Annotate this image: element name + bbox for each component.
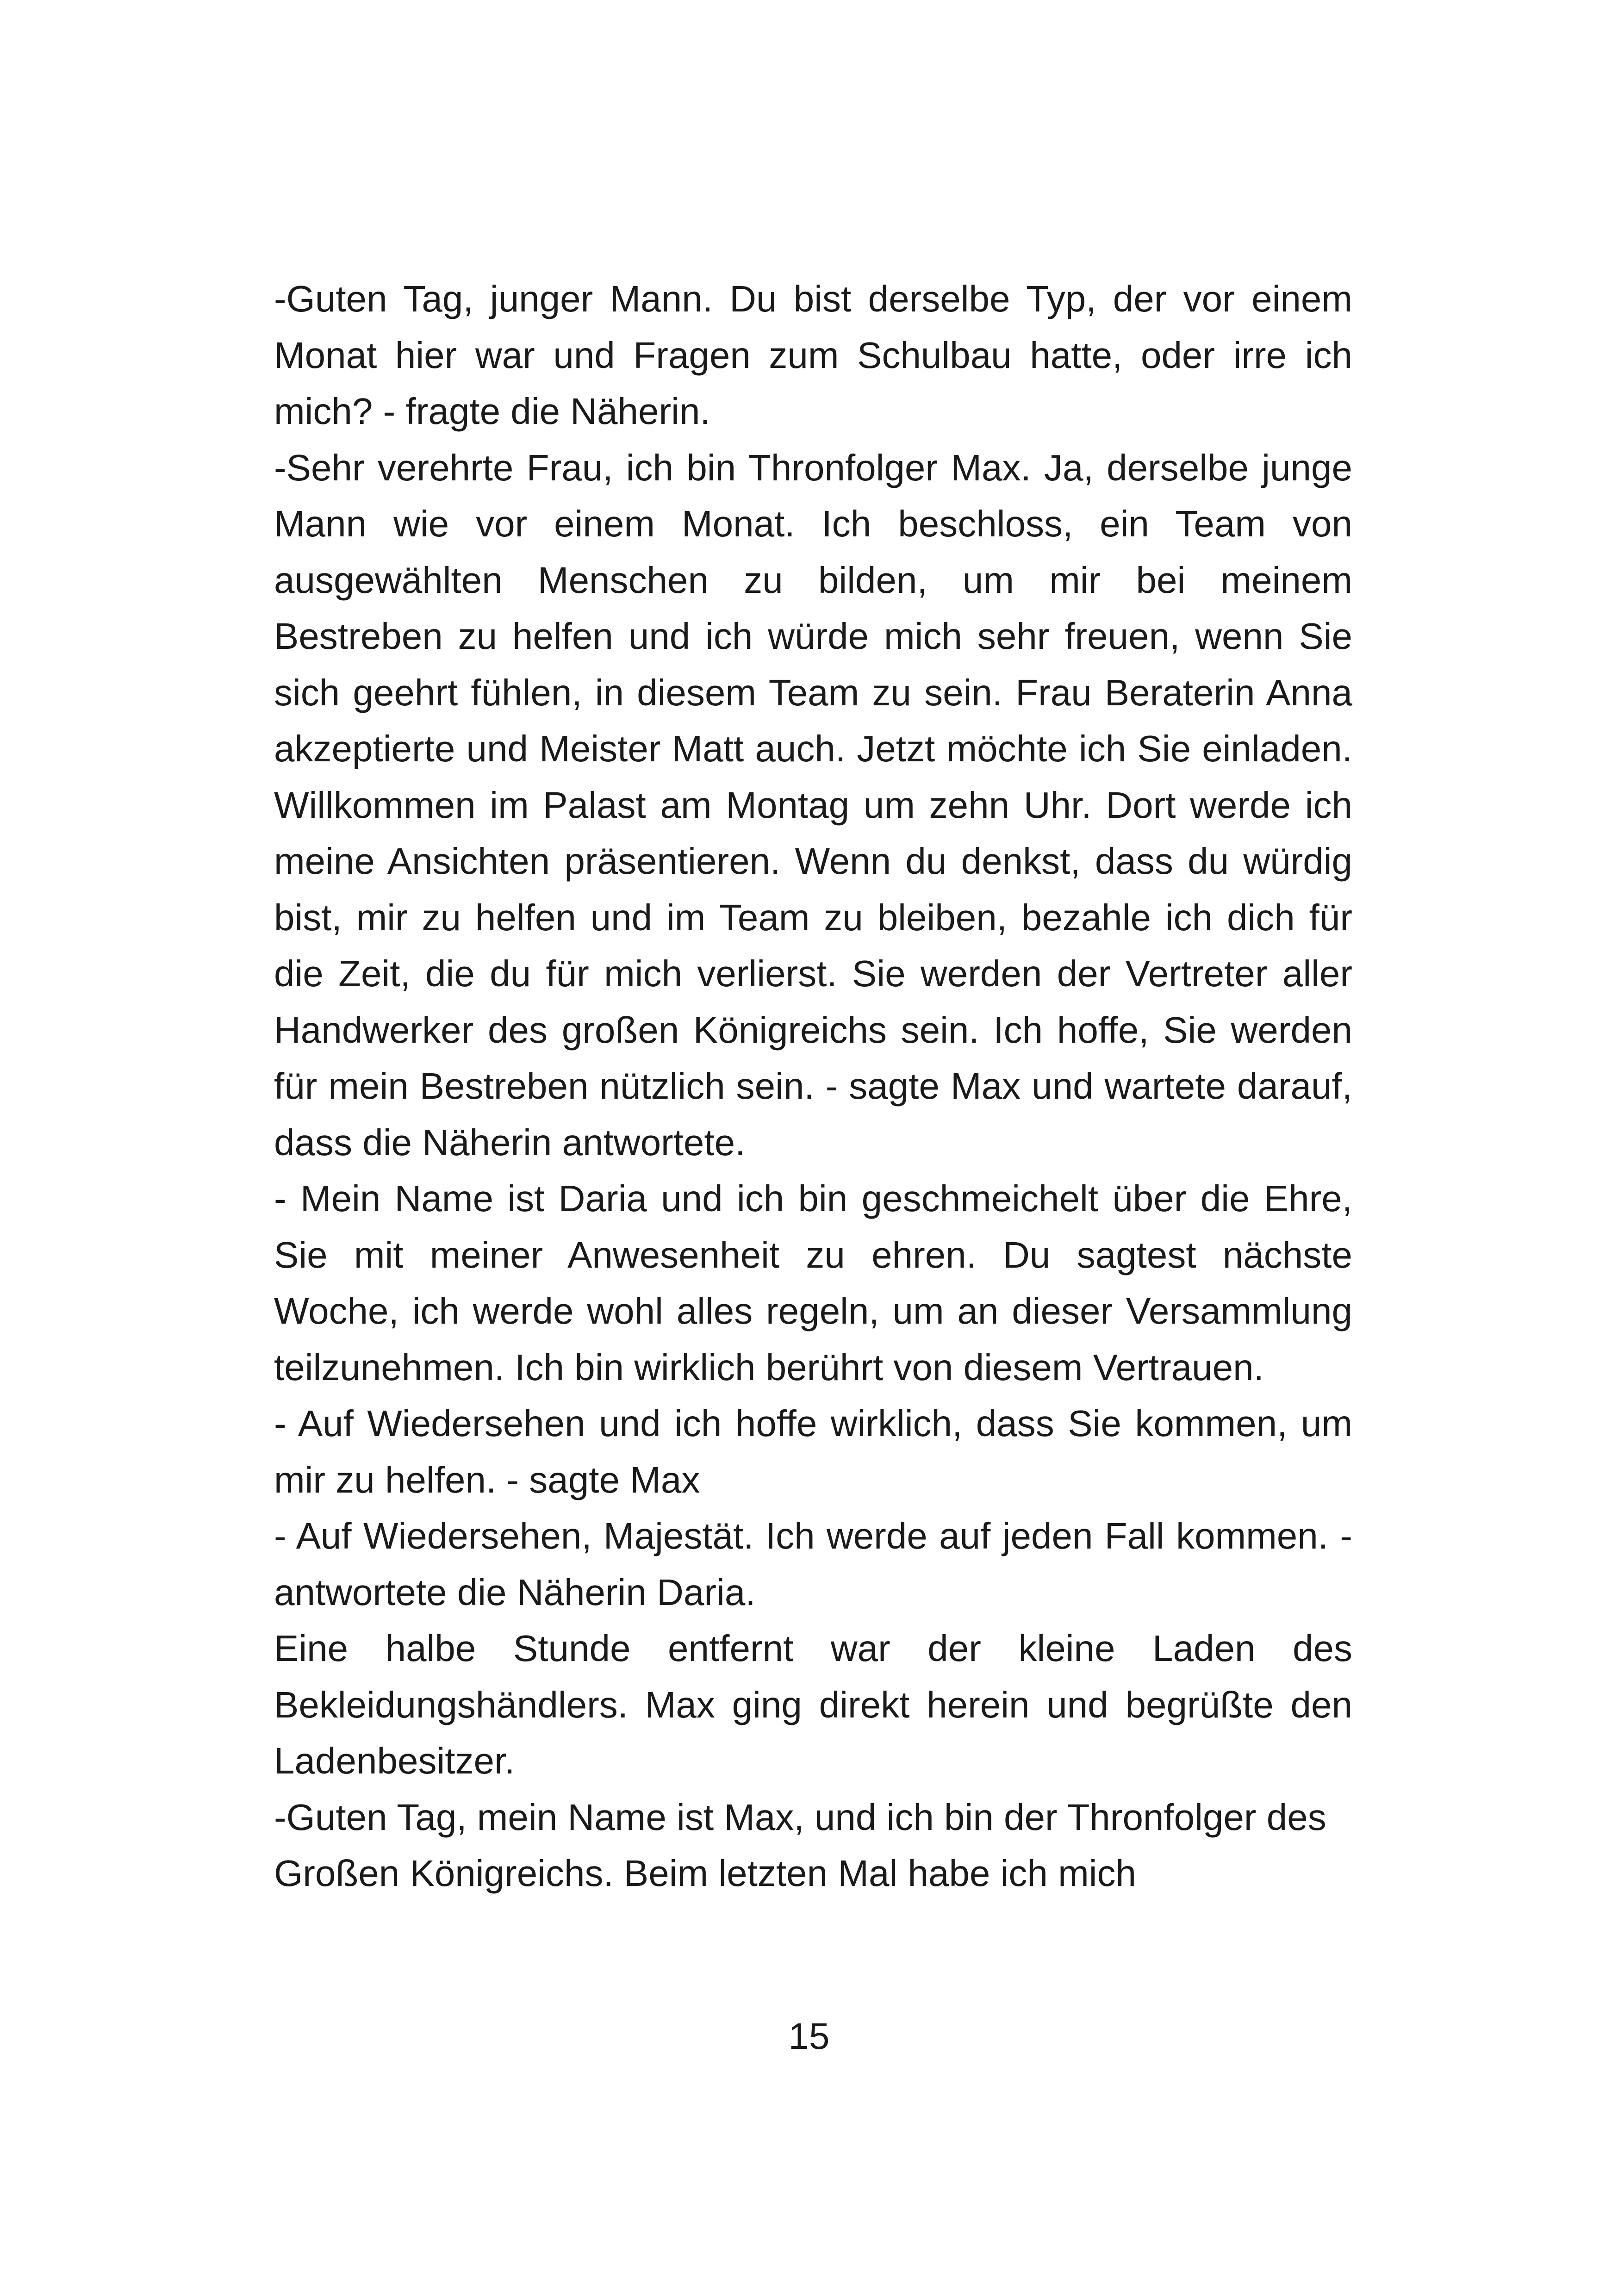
page-number: 15 xyxy=(788,2016,830,2057)
paragraph-5: - Auf Wiedersehen, Majestät. Ich werde auf jeden Fall kommen. - antwortete die Näherin Daria. xyxy=(274,1515,1352,1613)
body-text xyxy=(274,271,1352,1902)
paragraph-3: - Mein Name ist Daria und ich bin geschmeichelt über die Ehre, Sie mit meiner Anwesenheit zu ehren. Du sagtest nächste Woche, ich werde wohl alles regeln, um an dieser Versammlung teilzunehmen. Ich bin wirklich berührt von diesem Vertrauen. xyxy=(274,1178,1352,1388)
paragraph-2: -Sehr verehrte Frau, ich bin Thronfolger Max. Ja, derselbe junge Mann wie vor einem Monat. Ich beschloss, ein Team von ausgewählten Menschen zu bilden, um mir bei meinem Bestreben zu helfen und ich würde mich sehr freuen, wenn Sie sich geehrt fühlen, in diesem Team zu sein. Frau Beraterin Anna akzeptierte und Meister Matt auch. Jetzt möchte ich Sie einladen. Willkommen im Palast am Montag um zehn Uhr. Dort werde ich meine Ansichten präsentieren. Wenn du denkst, dass du würdig bist, mir zu helfen und im Team zu bleiben, bezahle ich dich für die Zeit, die du für mich verlierst. Sie werden der Vertreter aller Handwerker des großen Königreichs sein. Ich hoffe, Sie werden für mein Bestreben nützlich sein. - sagte Max und wartete darauf, dass die Näherin antwortete. xyxy=(274,447,1352,1163)
paragraph-1: -Guten Tag, junger Mann. Du bist derselbe Typ, der vor einem Monat hier war und Fragen zum Schulbau hatte, oder irre ich mich? - fragte die Näherin. xyxy=(274,278,1352,432)
paragraph-7: -Guten Tag, mein Name ist Max, und ich bin der Thronfolger des Großen Königreichs. Beim letzten Mal habe ich mich xyxy=(274,1796,1326,1894)
paragraph-6: Eine halbe Stunde entfernt war der kleine Laden des Bekleidungshändlers. Max ging direkt herein und begrüßte den Ladenbesitzer. xyxy=(274,1628,1352,1781)
paragraph-4: - Auf Wiedersehen und ich hoffe wirklich, dass Sie kommen, um mir zu helfen. - sagte Max xyxy=(274,1403,1352,1500)
